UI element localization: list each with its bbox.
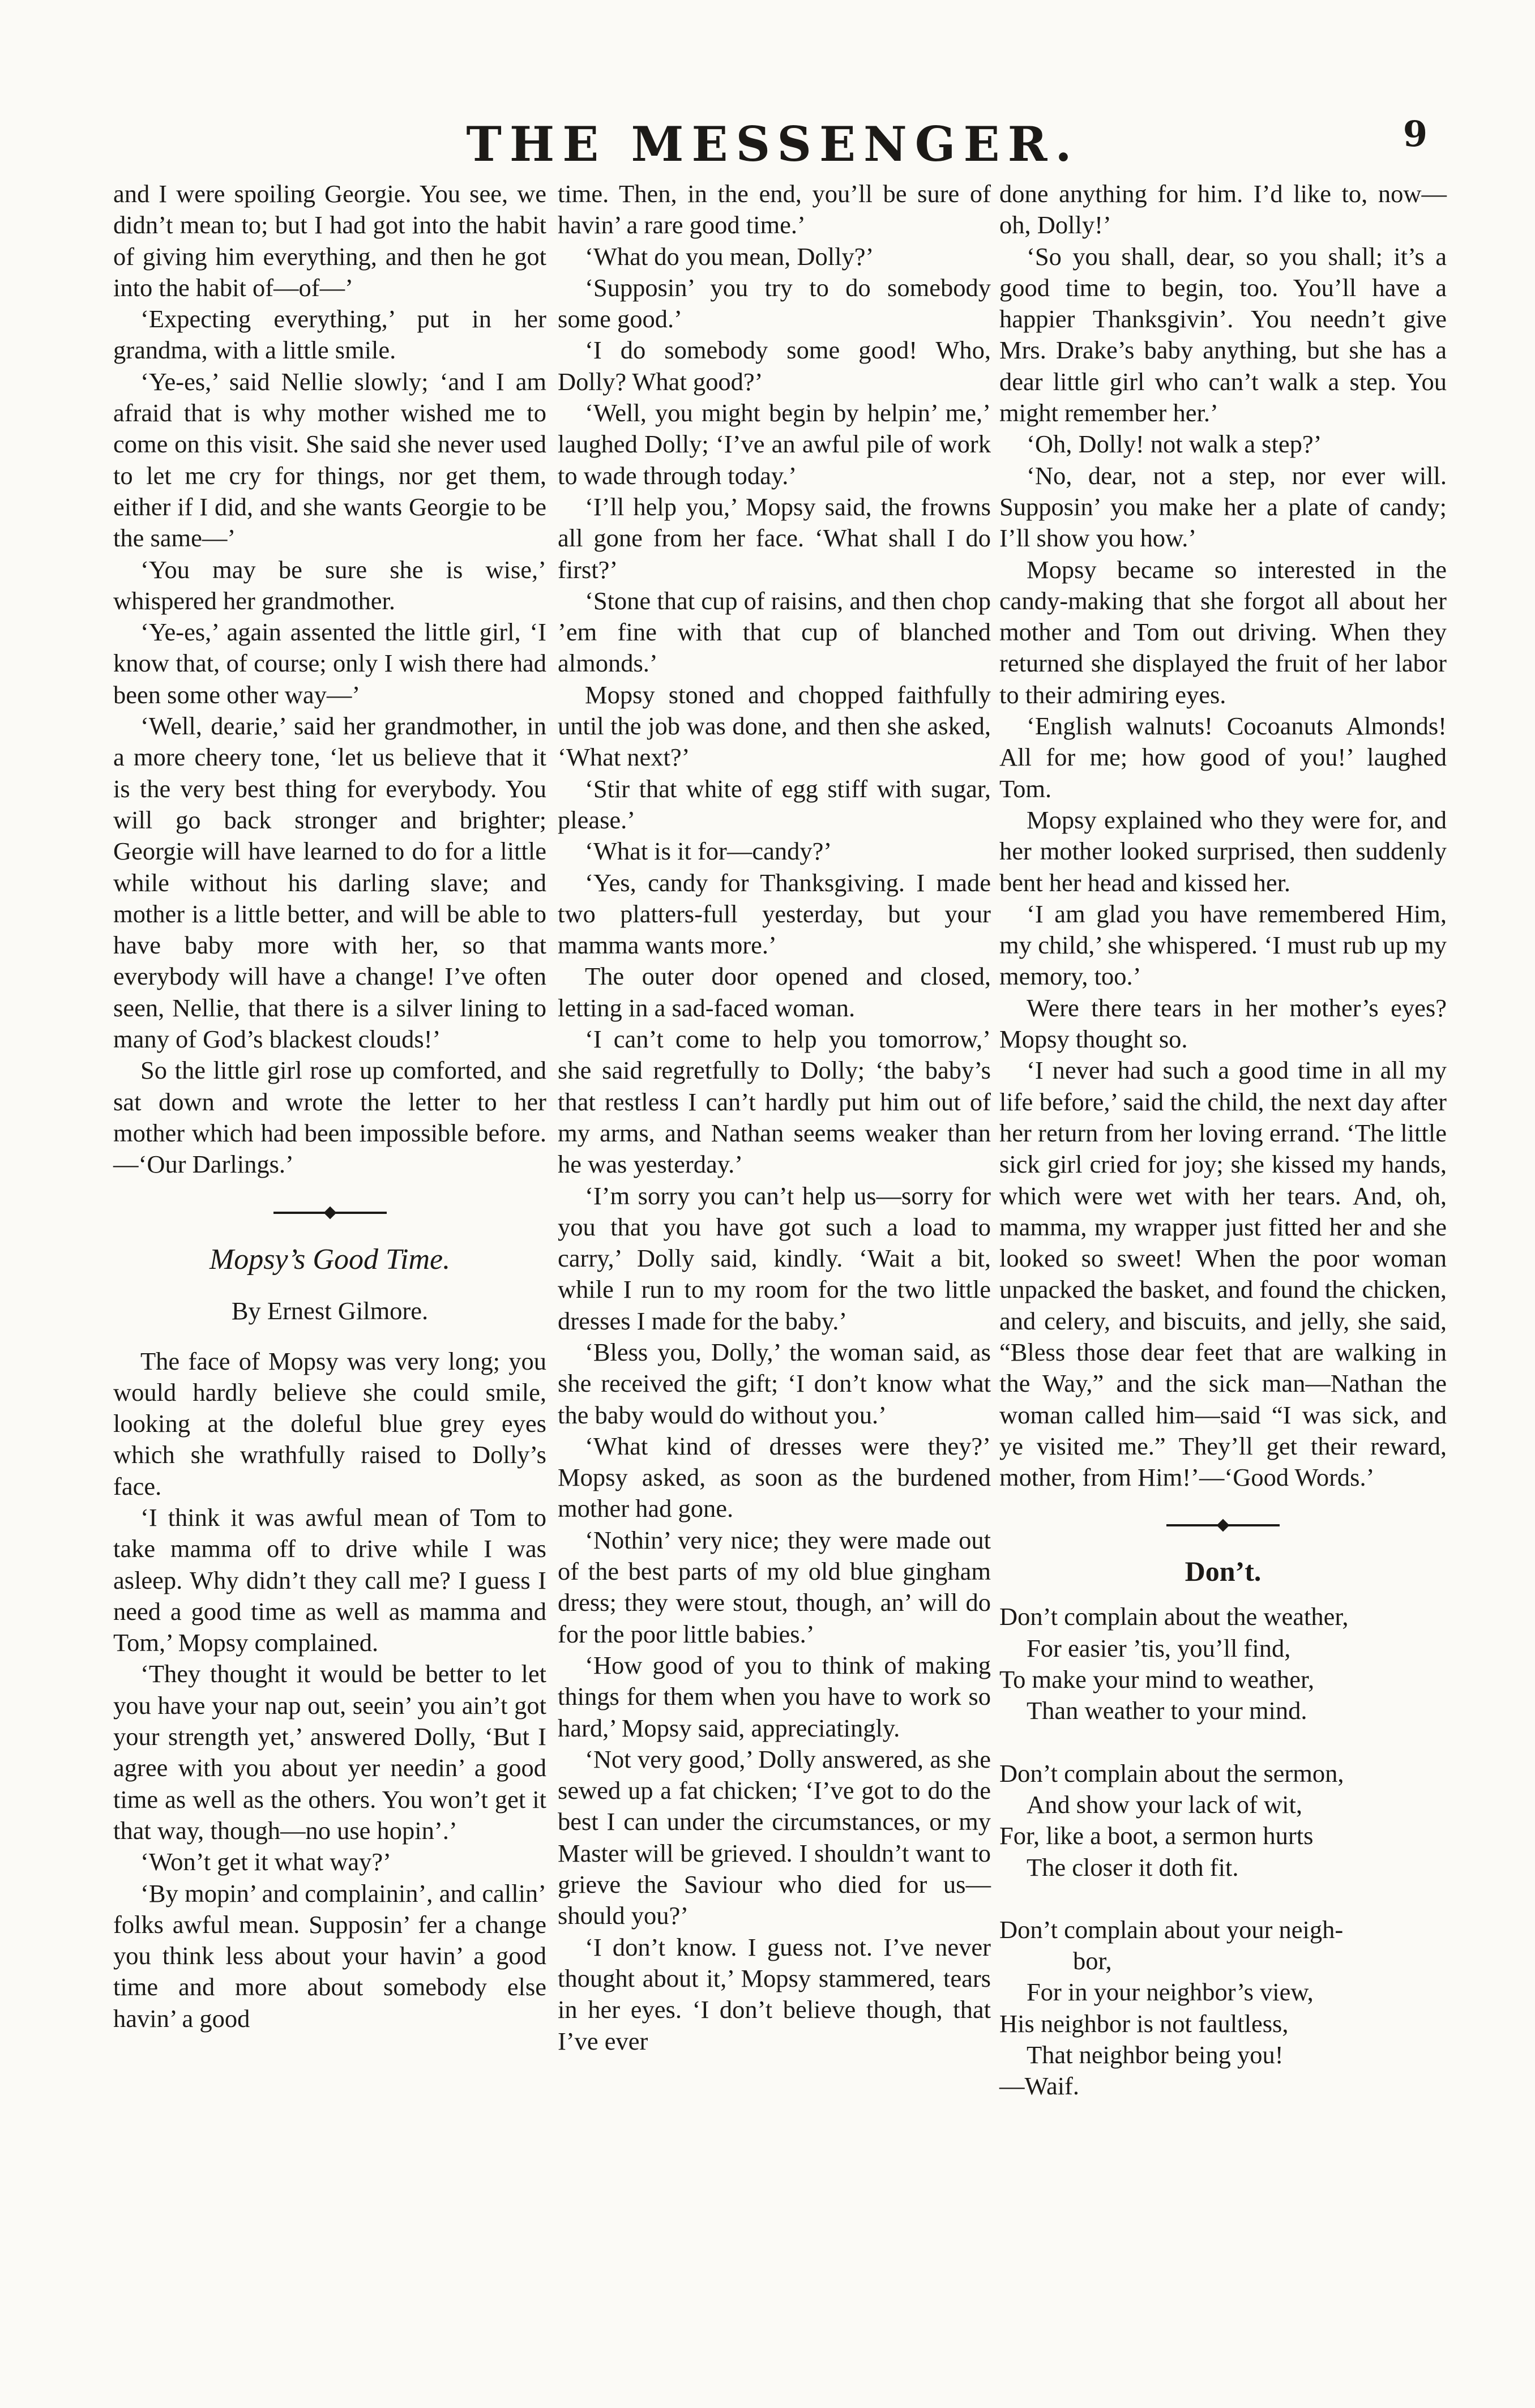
poem-line: Don’t complain about the weather, <box>999 1602 1349 1631</box>
paragraph: ‘By mopin’ and complainin’, and callin’ folks awful mean. Supposin’ fer a change you think less about your havin’ a good time and more about somebody else havin’ a good <box>113 1879 546 2033</box>
column-2 <box>558 178 991 2057</box>
paragraph: ‘What do you mean, Dolly?’ <box>585 242 874 271</box>
paragraph: The outer door opened and closed, letting in a sad-faced woman. <box>558 962 991 1022</box>
poem-line: For, like a boot, a sermon hurts <box>999 1821 1314 1850</box>
paragraph: ‘Won’t get it what way?’ <box>140 1847 391 1876</box>
paragraph: ‘You may be sure she is wise,’ whispered her grandmother. <box>113 555 546 615</box>
paragraph: ‘I do somebody some good! Who, Dolly? What good?’ <box>558 336 991 396</box>
paragraph: ‘Bless you, Dolly,’ the woman said, as she received the gift; ‘I don’t know what the baby would do without you.’ <box>558 1337 991 1429</box>
paragraph: done anything for him. I’d like to, now—oh, Dolly!’ <box>999 179 1447 239</box>
poem-stanza <box>999 1914 1447 2102</box>
paragraph: ‘Yes, candy for Thanksgiving. I made two platters-full yesterday, but your mamma wants more.’ <box>558 868 991 960</box>
paragraph: and I were spoiling Georgie. You see, we didn’t mean to; but I had got into the habit of giving him everything, and then he got into the habit of—of—’ <box>113 179 546 302</box>
poem-line: Don’t complain about your neigh- <box>999 1915 1344 1944</box>
paragraph: ‘Well, you might begin by helpin’ me,’ laughed Dolly; ‘I’ve an awful pile of work to wade through today.’ <box>558 399 991 490</box>
paragraph: ‘I am glad you have remembered Him, my child,’ she whispered. ‘I must rub up my memory, too.’ <box>999 899 1447 991</box>
paragraph: ‘I can’t come to help you tomorrow,’ she said regretfully to Dolly; ‘the baby’s that restless I can’t hardly put him out of my arms, and Nathan seems weaker than he was yesterday.’ <box>558 1025 991 1179</box>
poem-line: His neighbor is not faultless, <box>999 2009 1289 2038</box>
poem-title: Don’t. <box>1185 1555 1262 1588</box>
paragraph: The face of Mopsy was very long; you would hardly believe she could smile, looking at the doleful blue grey eyes which she wrathfully raised to Dolly’s face. <box>113 1346 546 1500</box>
masthead: THE MESSENGER. <box>466 116 1080 172</box>
story-byline: By Ernest Gilmore. <box>231 1296 429 1325</box>
paragraph: Mopsy explained who they were for, and her mother looked surprised, then suddenly bent her head and kissed her. <box>999 805 1447 897</box>
paragraph: ‘Stone that cup of raisins, and then chop ’em fine with that cup of blanched almonds.’ <box>558 586 991 678</box>
poem <box>999 1601 1447 2102</box>
poem-stanza <box>999 1601 1447 1726</box>
section-divider <box>273 1212 387 1214</box>
paragraph: ‘What is it for—candy?’ <box>585 837 832 866</box>
paragraph: ‘Oh, Dolly! not walk a step?’ <box>1027 430 1322 459</box>
column-3 <box>999 178 1447 2102</box>
paragraph: ‘Ye-es,’ again assented the little girl, ‘I know that, of course; only I wish there had been some other way—’ <box>113 618 546 709</box>
paragraph: ‘Ye-es,’ said Nellie slowly; ‘and I am afraid that is why mother wished me to come on this visit. She said she never used to let me cry for things, nor get them, either if I did, and she wants Georgie to be the same—’ <box>113 367 546 553</box>
paragraph: ‘How good of you to think of making things for them when you have to work so hard,’ Mopsy said, appreciatingly. <box>558 1650 991 1742</box>
paragraph: ‘Nothin’ very nice; they were made out of the best parts of my old blue gingham dress; they were stout, though, an’ will do for the poor little babies.’ <box>558 1525 991 1648</box>
paragraph: ‘Well, dearie,’ said her grandmother, in a more cheery tone, ‘let us believe that it is the very best thing for everybody. You will go back stronger and brighter; Georgie will have learned to do for a little while without his darling slave; and mother is a little better, and will be able to have baby more with her, so that everybody will have a change! I’ve often seen, Nellie, that there is a silver lining to many of God’s blackest clouds!’ <box>113 712 546 1054</box>
paragraph: ‘Stir that white of egg stiff with sugar, please.’ <box>558 774 991 834</box>
paragraph: ‘I’m sorry you can’t help us—sorry for you that you have got such a load to carry,’ Dolly said, kindly. ‘Wait a bit, while I run to my room for the two little dresses I made for the baby.’ <box>558 1181 991 1335</box>
paragraph: Were there tears in her mother’s eyes? Mopsy thought so. <box>999 993 1447 1054</box>
poem-line: The closer it doth fit. <box>1027 1853 1239 1881</box>
section-divider <box>1166 1524 1280 1526</box>
poem-line: For easier ’tis, you’ll find, <box>1027 1633 1291 1662</box>
poem-line: Than weather to your mind. <box>1027 1696 1307 1725</box>
paragraph: ‘I’ll help you,’ Mopsy said, the frowns all gone from her face. ‘What shall I do first?’ <box>558 492 991 584</box>
poem-author: —Waif. <box>999 2072 1079 2101</box>
story-title: Mopsy’s Good Time. <box>209 1243 451 1276</box>
paragraph: Mopsy stoned and chopped faithfully until the job was done, and then she asked, ‘What next?’ <box>558 680 991 772</box>
poem-line: For in your neighbor’s view, <box>1027 1978 1314 2007</box>
paragraph: Mopsy became so interested in the candy-making that she forgot all about her mother and Tom out driving. When they returned she displayed the fruit of her labor to their admiring eyes. <box>999 555 1447 709</box>
paragraph: ‘Not very good,’ Dolly answered, as she sewed up a fat chicken; ‘I’ve got to do the best I can under the circumstances, or my Master will be grieved. I shouldn’t want to grieve the Saviour who died for us—should you?’ <box>558 1744 991 1930</box>
paragraph: ‘No, dear, not a step, nor ever will. Supposin’ you make her a plate of candy; I’ll show you how.’ <box>999 461 1447 553</box>
paragraph: ‘I never had such a good time in all my life before,’ said the child, the next day after her return from her loving errand. ‘The little sick girl cried for joy; she kissed my hands, which were wet with her tears. And, oh, mamma, my wrapper just fitted her and she looked so sweet! When the poor woman unpacked the basket, and found the chicken, and celery, and biscuits, and jelly, she said, “Bless those dear feet that are walking in the Way,” and the sick man—Nathan the woman called him—said “I was sick, and ye visited me.” They’ll get their reward, mother, from Him!’—‘Good Words.’ <box>999 1056 1447 1492</box>
poem-line: That neighbor being you! <box>1027 2041 1284 2069</box>
poem-line: Don’t complain about the sermon, <box>999 1759 1344 1787</box>
poem-line: And show your lack of wit, <box>1027 1790 1302 1819</box>
poem-line: To make your mind to weather, <box>999 1665 1315 1694</box>
paragraph: time. Then, in the end, you’ll be sure of havin’ a rare good time.’ <box>558 179 991 239</box>
column-1 <box>113 178 546 2034</box>
paragraph: ‘They thought it would be better to let you have your nap out, seein’ you ain’t got your strength yet,’ answered Dolly, ‘But I agree with you about yer needin’ a good time as well as the others. You won’t get it that way, though—no use hopin’.’ <box>113 1659 546 1845</box>
poem-stanza <box>999 1758 1447 1883</box>
page-number: 9 <box>1403 113 1427 155</box>
paragraph: So the little girl rose up comforted, and sat down and wrote the letter to her mother which had been impossible before.—‘Our Darlings.’ <box>113 1056 546 1179</box>
paragraph: ‘What kind of dresses were they?’ Mopsy asked, as soon as the burdened mother had gone. <box>558 1431 991 1523</box>
paragraph: ‘Expecting everything,’ put in her grandma, with a little smile. <box>113 305 546 365</box>
poem-line: bor, <box>1073 1947 1112 1975</box>
paragraph: ‘I don’t know. I guess not. I’ve never thought about it,’ Mopsy stammered, tears in her eyes. ‘I don’t believe though, that I’ve ever <box>558 1932 991 2055</box>
paragraph: ‘So you shall, dear, so you shall; it’s a good time to begin, too. You’ll have a happier Thanksgivin’. You needn’t give Mrs. Drake’s baby anything, but she has a dear little girl who can’t walk a step. You might remember her.’ <box>999 242 1447 427</box>
paragraph: ‘English walnuts! Cocoanuts Almonds! All for me; how good of you!’ laughed Tom. <box>999 712 1447 803</box>
paragraph: ‘Supposin’ you try to do somebody some good.’ <box>558 273 991 333</box>
paragraph: ‘I think it was awful mean of Tom to take mamma off to drive while I was asleep. Why didn’t they call me? I guess I need a good time as well as mamma and Tom,’ Mopsy complained. <box>113 1503 546 1657</box>
